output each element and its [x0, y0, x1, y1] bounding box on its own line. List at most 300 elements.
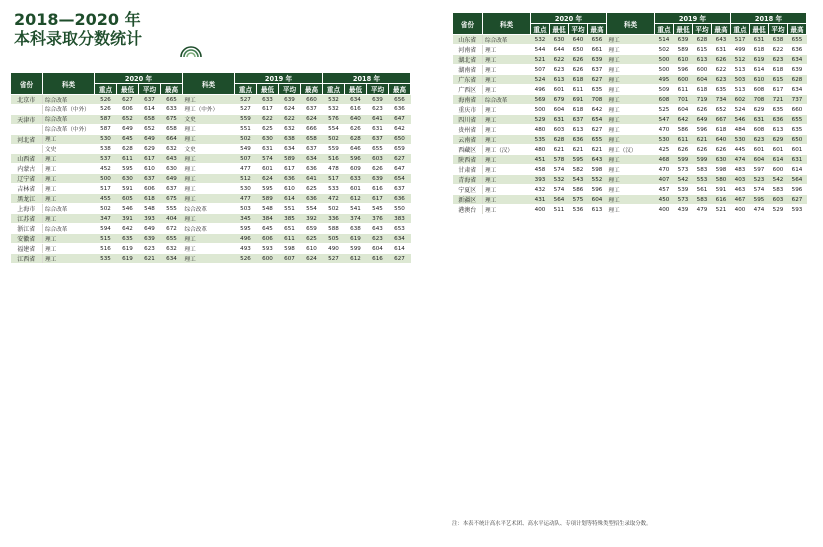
table-row [453, 125, 807, 135]
score-cell: 612 [345, 254, 367, 264]
score-cell: 576 [323, 114, 345, 124]
score-cell: 490 [323, 244, 345, 254]
score-cell: 614 [769, 155, 788, 165]
header-key-line: 重点 [95, 84, 117, 95]
score-cell: 502 [655, 45, 674, 55]
table-row [453, 75, 807, 85]
score-cell: 658 [161, 124, 183, 134]
category-cell: 理工 [183, 154, 235, 164]
score-cell: 622 [550, 55, 569, 65]
score-cell: 479 [693, 205, 712, 215]
table-row [11, 134, 411, 144]
category-cell: 理工 [607, 175, 655, 185]
score-cell: 392 [301, 214, 323, 224]
category-cell: 理工 [483, 105, 531, 115]
score-cell: 618 [569, 75, 588, 85]
score-cell: 623 [367, 234, 389, 244]
score-cell: 631 [788, 155, 807, 165]
score-cell: 596 [345, 154, 367, 164]
category-cell: 综合改革（中外） [43, 124, 95, 134]
score-cell: 652 [139, 124, 161, 134]
score-cell: 612 [345, 194, 367, 204]
page-title-line1: 2018—2020 年 [14, 10, 141, 29]
score-cell: 595 [117, 164, 139, 174]
score-cell: 532 [531, 35, 550, 45]
score-cell: 603 [550, 125, 569, 135]
score-cell: 583 [693, 165, 712, 175]
table-row [453, 135, 807, 145]
category-cell: 理工 [607, 45, 655, 55]
score-cell: 527 [235, 105, 257, 115]
category-cell: 理工 [607, 65, 655, 75]
score-cell: 559 [235, 114, 257, 124]
score-cell: 630 [161, 164, 183, 174]
category-cell: 理工 [607, 55, 655, 65]
province-cell: 天津市 [11, 114, 43, 124]
score-cell: 624 [301, 114, 323, 124]
score-cell: 608 [750, 125, 769, 135]
score-cell: 532 [323, 105, 345, 115]
header-min: 最低 [257, 84, 279, 95]
score-cell: 546 [731, 115, 750, 125]
score-cell: 632 [161, 144, 183, 154]
score-cell: 611 [674, 135, 693, 145]
category-cell: 理工 [483, 195, 531, 205]
score-cell: 627 [788, 195, 807, 205]
score-cell: 628 [693, 35, 712, 45]
category-cell: 理工 [43, 234, 95, 244]
right-score-table [452, 12, 807, 215]
score-cell: 505 [323, 234, 345, 244]
score-cell: 548 [257, 204, 279, 214]
score-cell: 470 [655, 125, 674, 135]
score-cell: 645 [257, 224, 279, 234]
score-cell: 603 [367, 154, 389, 164]
score-cell: 604 [693, 75, 712, 85]
score-cell: 549 [235, 144, 257, 154]
score-cell: 573 [674, 195, 693, 205]
province-cell: 广西区 [453, 85, 483, 95]
score-cell: 598 [712, 165, 731, 175]
score-cell: 513 [731, 85, 750, 95]
header-category: 科类 [43, 73, 95, 95]
score-cell: 575 [569, 195, 588, 205]
table-row [453, 105, 807, 115]
score-cell: 521 [712, 205, 731, 215]
score-cell: 622 [769, 45, 788, 55]
score-cell: 484 [731, 125, 750, 135]
score-cell: 535 [531, 135, 550, 145]
score-cell: 452 [95, 164, 117, 174]
score-cell: 385 [279, 214, 301, 224]
score-cell: 542 [769, 175, 788, 185]
score-cell: 432 [531, 185, 550, 195]
score-cell: 600 [674, 75, 693, 85]
score-cell: 604 [588, 195, 607, 205]
score-cell: 547 [655, 115, 674, 125]
score-cell: 660 [301, 95, 323, 105]
header-2020: 2020 年 [531, 13, 607, 24]
score-cell: 708 [588, 95, 607, 105]
score-cell: 598 [588, 165, 607, 175]
category-cell: 理工 [183, 214, 235, 224]
score-cell: 626 [345, 124, 367, 134]
score-cell: 478 [323, 164, 345, 174]
score-cell: 529 [769, 205, 788, 215]
score-cell: 629 [769, 135, 788, 145]
score-cell: 500 [531, 105, 550, 115]
table-row [11, 95, 411, 105]
category-cell: 理工 [483, 165, 531, 175]
score-cell: 610 [301, 244, 323, 254]
score-cell: 642 [588, 105, 607, 115]
score-cell: 627 [588, 125, 607, 135]
category-cell: 理工 [607, 195, 655, 205]
table-row [453, 205, 807, 215]
score-cell: 551 [235, 124, 257, 134]
score-cell: 601 [769, 145, 788, 155]
score-cell: 517 [323, 174, 345, 184]
province-cell: 重庆市 [453, 105, 483, 115]
score-cell: 645 [117, 134, 139, 144]
score-cell: 553 [693, 175, 712, 185]
page-title-line2: 本科录取分数统计 [14, 29, 143, 48]
score-cell: 595 [235, 224, 257, 234]
score-cell: 493 [235, 244, 257, 254]
score-cell: 626 [693, 105, 712, 115]
score-cell: 640 [569, 35, 588, 45]
score-cell: 626 [712, 145, 731, 155]
header-category: 科类 [183, 73, 235, 95]
score-cell: 672 [161, 224, 183, 234]
score-cell: 604 [550, 105, 569, 115]
score-cell: 600 [693, 65, 712, 75]
score-cell: 546 [117, 204, 139, 214]
table-row [453, 175, 807, 185]
score-cell: 600 [257, 254, 279, 264]
score-cell: 502 [323, 204, 345, 214]
score-cell: 649 [693, 115, 712, 125]
table-row [453, 185, 807, 195]
score-cell: 626 [693, 145, 712, 155]
score-cell: 637 [139, 95, 161, 105]
category-cell: 理工 [483, 75, 531, 85]
score-cell: 636 [569, 135, 588, 145]
score-cell: 599 [674, 155, 693, 165]
score-cell: 649 [139, 134, 161, 144]
score-cell: 619 [117, 254, 139, 264]
score-cell: 496 [235, 234, 257, 244]
score-cell: 618 [712, 125, 731, 135]
score-cell: 606 [117, 105, 139, 115]
score-cell: 583 [693, 195, 712, 205]
score-cell: 587 [95, 114, 117, 124]
score-cell: 643 [367, 224, 389, 234]
province-cell: 湖北省 [453, 55, 483, 65]
score-cell: 708 [750, 95, 769, 105]
score-cell: 649 [139, 224, 161, 234]
score-cell: 652 [712, 105, 731, 115]
header-2020: 2020 年 [95, 73, 183, 84]
score-cell: 634 [161, 254, 183, 264]
score-cell: 598 [279, 244, 301, 254]
score-cell: 621 [569, 145, 588, 155]
score-cell: 610 [139, 164, 161, 174]
score-cell: 336 [323, 214, 345, 224]
score-cell: 529 [531, 115, 550, 125]
score-cell: 574 [550, 185, 569, 195]
score-cell: 658 [301, 134, 323, 144]
category-cell: 理工 [607, 205, 655, 215]
score-cell: 535 [95, 254, 117, 264]
score-cell: 467 [731, 195, 750, 205]
score-cell: 586 [674, 125, 693, 135]
score-cell: 391 [117, 214, 139, 224]
footnote: 注：本表不统计高水平艺术团、高水平运动队、专项计划等特殊类型招生录取分数。 [452, 521, 652, 527]
score-cell: 425 [655, 145, 674, 155]
table-row [11, 174, 411, 184]
score-cell: 606 [257, 234, 279, 244]
category-cell: 综合改革 [183, 204, 235, 214]
header-province: 省份 [11, 73, 43, 95]
score-cell: 660 [788, 105, 807, 115]
score-cell: 652 [117, 114, 139, 124]
title-block [14, 10, 142, 48]
score-cell: 574 [550, 165, 569, 175]
score-cell: 634 [788, 85, 807, 95]
score-cell: 642 [117, 224, 139, 234]
table-row [11, 234, 411, 244]
score-cell: 719 [693, 95, 712, 105]
score-cell: 667 [712, 115, 731, 125]
category-cell: 理工 [183, 124, 235, 134]
score-cell: 655 [588, 135, 607, 145]
score-cell: 637 [588, 65, 607, 75]
category-cell: 理工 [43, 134, 95, 144]
header-max: 最高 [712, 24, 731, 35]
table-row [453, 95, 807, 105]
category-cell: 理工 [43, 254, 95, 264]
score-cell: 526 [95, 105, 117, 115]
province-cell: 江西省 [11, 254, 43, 264]
score-cell: 502 [95, 204, 117, 214]
score-cell: 639 [788, 65, 807, 75]
header-category: 科类 [483, 13, 531, 35]
score-cell: 400 [731, 205, 750, 215]
score-cell: 393 [139, 214, 161, 224]
score-cell: 513 [731, 65, 750, 75]
score-cell: 586 [569, 185, 588, 195]
score-cell: 628 [788, 75, 807, 85]
score-cell: 609 [345, 164, 367, 174]
header-key-line: 重点 [655, 24, 674, 35]
score-cell: 616 [345, 105, 367, 115]
score-cell: 554 [301, 204, 323, 214]
score-cell: 530 [655, 135, 674, 145]
score-cell: 639 [588, 55, 607, 65]
score-cell: 618 [750, 45, 769, 55]
score-cell: 509 [655, 85, 674, 95]
score-cell: 507 [531, 65, 550, 75]
score-cell: 630 [550, 35, 569, 45]
score-cell: 345 [235, 214, 257, 224]
header-province: 省份 [453, 13, 483, 35]
score-cell: 552 [588, 175, 607, 185]
score-cell: 643 [588, 155, 607, 165]
score-cell: 468 [655, 155, 674, 165]
score-cell: 635 [712, 85, 731, 95]
score-cell: 624 [257, 174, 279, 184]
category-cell: 理工 [483, 65, 531, 75]
province-cell: 江苏省 [11, 214, 43, 224]
header-avg: 平均 [139, 84, 161, 95]
score-cell: 591 [117, 184, 139, 194]
score-cell: 631 [750, 115, 769, 125]
score-cell: 603 [769, 195, 788, 205]
table-row [453, 55, 807, 65]
score-cell: 600 [769, 165, 788, 175]
score-cell: 530 [235, 184, 257, 194]
score-cell: 721 [769, 95, 788, 105]
province-cell: 甘肃省 [453, 165, 483, 175]
score-cell: 512 [731, 55, 750, 65]
province-cell: 港澳台 [453, 205, 483, 215]
score-cell: 543 [569, 175, 588, 185]
score-cell: 455 [95, 194, 117, 204]
score-cell: 625 [257, 124, 279, 134]
score-cell: 624 [301, 254, 323, 264]
score-cell: 548 [139, 204, 161, 214]
score-cell: 561 [693, 185, 712, 195]
score-cell: 606 [139, 184, 161, 194]
score-cell: 650 [569, 45, 588, 55]
score-cell: 623 [139, 244, 161, 254]
score-cell: 610 [279, 184, 301, 194]
score-cell: 602 [731, 95, 750, 105]
province-cell: 海南省 [453, 95, 483, 105]
category-cell: 综合改革 [43, 204, 95, 214]
province-cell: 河北省 [11, 134, 43, 144]
score-cell: 457 [655, 185, 674, 195]
category-cell: 理工 [183, 164, 235, 174]
category-cell: 理工 [183, 95, 235, 105]
score-cell: 400 [531, 205, 550, 215]
score-cell: 621 [139, 254, 161, 264]
score-cell: 591 [712, 185, 731, 195]
header-avg: 平均 [693, 24, 712, 35]
score-cell: 580 [712, 175, 731, 185]
category-cell: 理工 [43, 244, 95, 254]
score-cell: 514 [655, 35, 674, 45]
score-cell: 638 [279, 134, 301, 144]
score-cell: 636 [389, 194, 411, 204]
province-cell: 辽宁省 [11, 174, 43, 184]
table-row [11, 204, 411, 214]
score-cell: 621 [550, 145, 569, 155]
score-cell: 610 [750, 75, 769, 85]
category-cell: 理工 [483, 125, 531, 135]
header-key-line: 重点 [531, 24, 550, 35]
score-cell: 541 [345, 204, 367, 214]
score-cell: 526 [95, 95, 117, 105]
score-cell: 477 [235, 164, 257, 174]
score-cell: 583 [769, 185, 788, 195]
score-cell: 589 [257, 194, 279, 204]
score-cell: 611 [279, 234, 301, 244]
score-cell: 661 [588, 45, 607, 55]
score-cell: 502 [235, 134, 257, 144]
score-cell: 530 [95, 134, 117, 144]
category-cell: 理工 [43, 174, 95, 184]
score-cell: 644 [550, 45, 569, 55]
category-cell: 理工 [607, 35, 655, 45]
score-cell: 624 [279, 105, 301, 115]
score-cell: 625 [301, 234, 323, 244]
table-row [453, 145, 807, 155]
score-cell: 621 [588, 145, 607, 155]
province-cell: 黑龙江 [11, 194, 43, 204]
score-cell: 574 [750, 185, 769, 195]
category-cell: 综合改革 [483, 35, 531, 45]
score-cell: 474 [731, 155, 750, 165]
header-2019: 2019 年 [235, 73, 323, 84]
category-cell: 理工 [43, 194, 95, 204]
score-cell: 634 [788, 55, 807, 65]
score-cell: 614 [279, 194, 301, 204]
category-cell: 理工 [483, 85, 531, 95]
category-cell: 理工 [183, 184, 235, 194]
score-cell: 647 [389, 114, 411, 124]
score-cell: 628 [345, 134, 367, 144]
table-row [11, 105, 411, 115]
province-cell [11, 124, 43, 134]
table-row [453, 155, 807, 165]
category-cell: 理工（中外） [183, 105, 235, 115]
score-cell: 593 [257, 244, 279, 254]
score-cell: 618 [569, 105, 588, 115]
score-cell: 407 [655, 175, 674, 185]
score-cell: 650 [788, 135, 807, 145]
score-cell: 627 [117, 95, 139, 105]
score-cell: 618 [693, 85, 712, 95]
score-cell: 637 [569, 115, 588, 125]
score-cell: 614 [139, 105, 161, 115]
category-cell: 理工 [607, 135, 655, 145]
score-cell: 626 [674, 145, 693, 155]
score-cell: 643 [161, 154, 183, 164]
table-row [11, 254, 411, 264]
score-cell: 617 [257, 105, 279, 115]
score-cell: 666 [301, 124, 323, 134]
province-cell: 山东省 [453, 35, 483, 45]
score-cell: 564 [550, 195, 569, 205]
score-cell: 532 [323, 95, 345, 105]
score-cell: 527 [235, 95, 257, 105]
score-cell: 628 [550, 135, 569, 145]
score-cell: 635 [117, 234, 139, 244]
score-cell: 595 [569, 155, 588, 165]
score-cell: 347 [95, 214, 117, 224]
table-row [453, 45, 807, 55]
score-cell: 601 [788, 145, 807, 155]
score-cell: 611 [117, 154, 139, 164]
table-row [11, 224, 411, 234]
category-cell: 理工 [183, 134, 235, 144]
header-min: 最低 [750, 24, 769, 35]
score-cell: 431 [531, 195, 550, 205]
score-cell: 463 [731, 185, 750, 195]
score-cell: 659 [389, 144, 411, 154]
